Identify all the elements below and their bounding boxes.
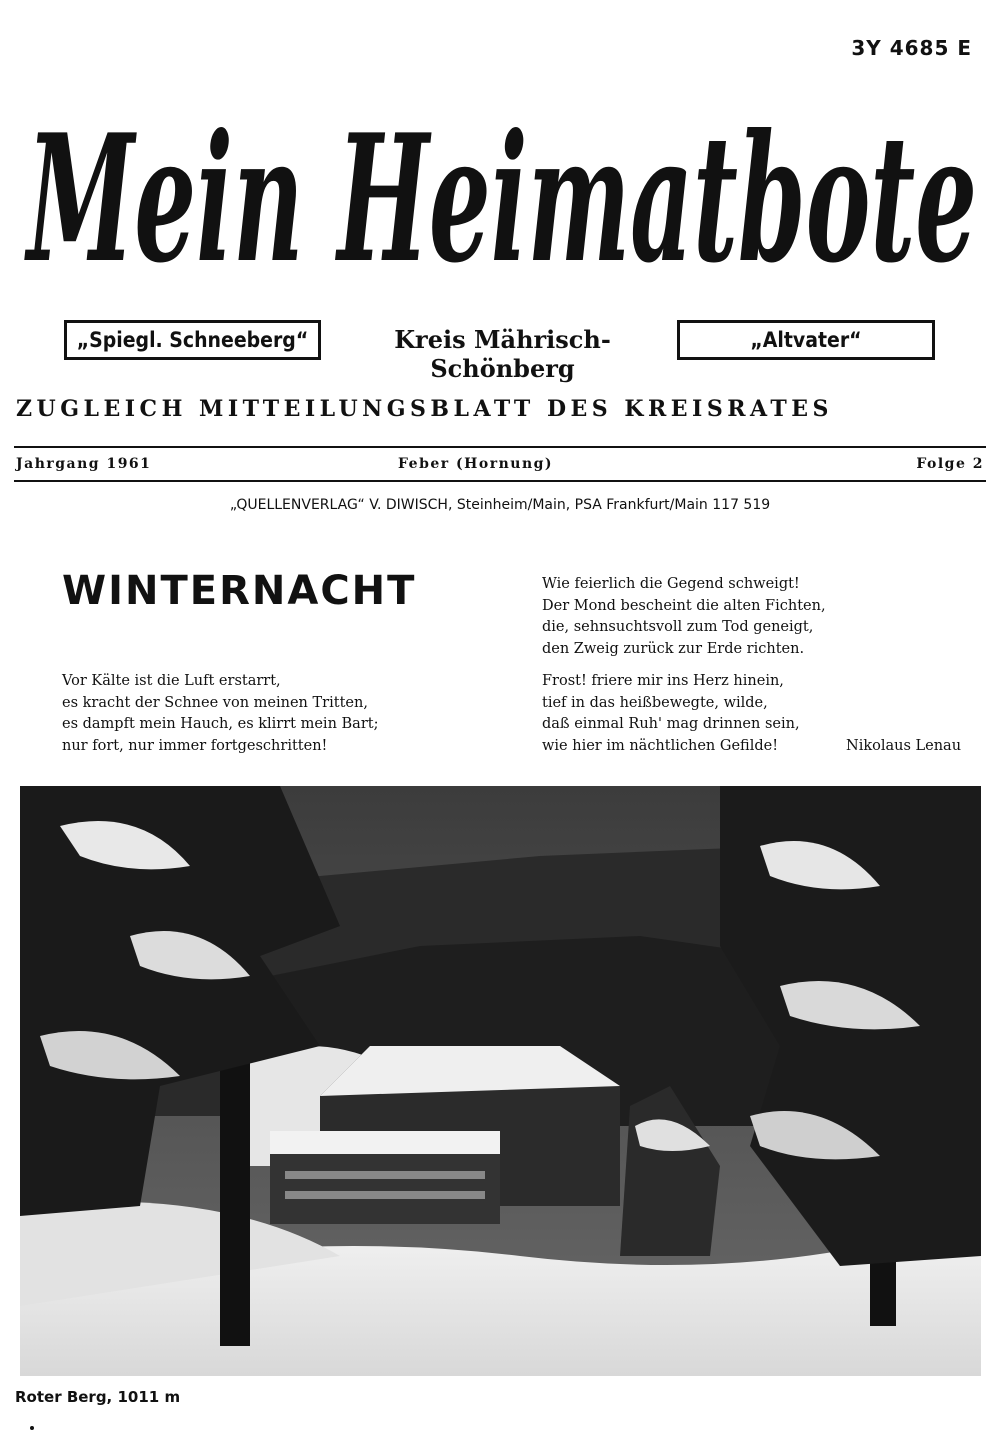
region-box-schneeberg: „Spiegl. Schneeberg“: [64, 320, 321, 360]
poem-line: Wie feierlich die Gegend schweigt!: [542, 576, 800, 592]
poem-line: Frost! friere mir ins Herz hinein,: [542, 673, 784, 689]
poem-line: wie hier im nächtlichen Gefilde!: [542, 737, 779, 754]
district-name: Kreis Mährisch-Schönberg: [394, 325, 611, 383]
region-box-altvater: „Altvater“: [677, 320, 935, 360]
poem-line: daß einmal Ruh' mag drinnen sein,: [542, 716, 800, 732]
stanza-1: [62, 671, 378, 757]
poem-line: es dampft mein Hauch, es klirrt mein Bart;: [62, 716, 379, 732]
poem-line: tief in das heißbewegte, wilde,: [542, 694, 768, 711]
issue-month: Feber (Hornung): [398, 456, 554, 472]
poem-line: den Zweig zurück zur Erde richten.: [542, 640, 805, 657]
stanza-2: [542, 574, 826, 660]
rule-top: [14, 446, 986, 448]
masthead-text: Mein Heimatbote: [24, 97, 978, 302]
poem-author: Nikolaus Lenau: [846, 738, 962, 754]
publisher-line: „QUELLENVERLAG“ V. DIWISCH, Steinheim/Main, PSA Frankfurt/Main 117 519: [229, 497, 771, 513]
winter-photo: [20, 786, 981, 1376]
poem-title: WINTERNACHT: [62, 568, 417, 614]
poem-line: die, sehnsuchtsvoll zum Tod geneigt,: [542, 619, 814, 635]
poem-line: es kracht der Schnee von meinen Tritten,: [62, 694, 368, 711]
registration-code: 3Y 4685 E: [851, 36, 972, 60]
photo-caption: Roter Berg, 1011 m: [15, 1388, 181, 1406]
poem-line: Der Mond bescheint die alten Fichten,: [542, 597, 826, 614]
poem-line: Vor Kälte ist die Luft erstarrt,: [62, 673, 281, 689]
issue-number: Folge 2: [916, 456, 984, 472]
page-mark: [30, 1426, 34, 1430]
masthead-title: [10, 70, 995, 320]
poem-line: nur fort, nur immer fortgeschritten!: [62, 737, 328, 754]
rule-bottom: [14, 480, 986, 482]
issue-year: Jahrgang 1961: [16, 456, 152, 472]
subtitle: ZUGLEICH MITTEILUNGSBLATT DES KREISRATES: [16, 396, 833, 422]
stanza-3: [542, 671, 800, 757]
